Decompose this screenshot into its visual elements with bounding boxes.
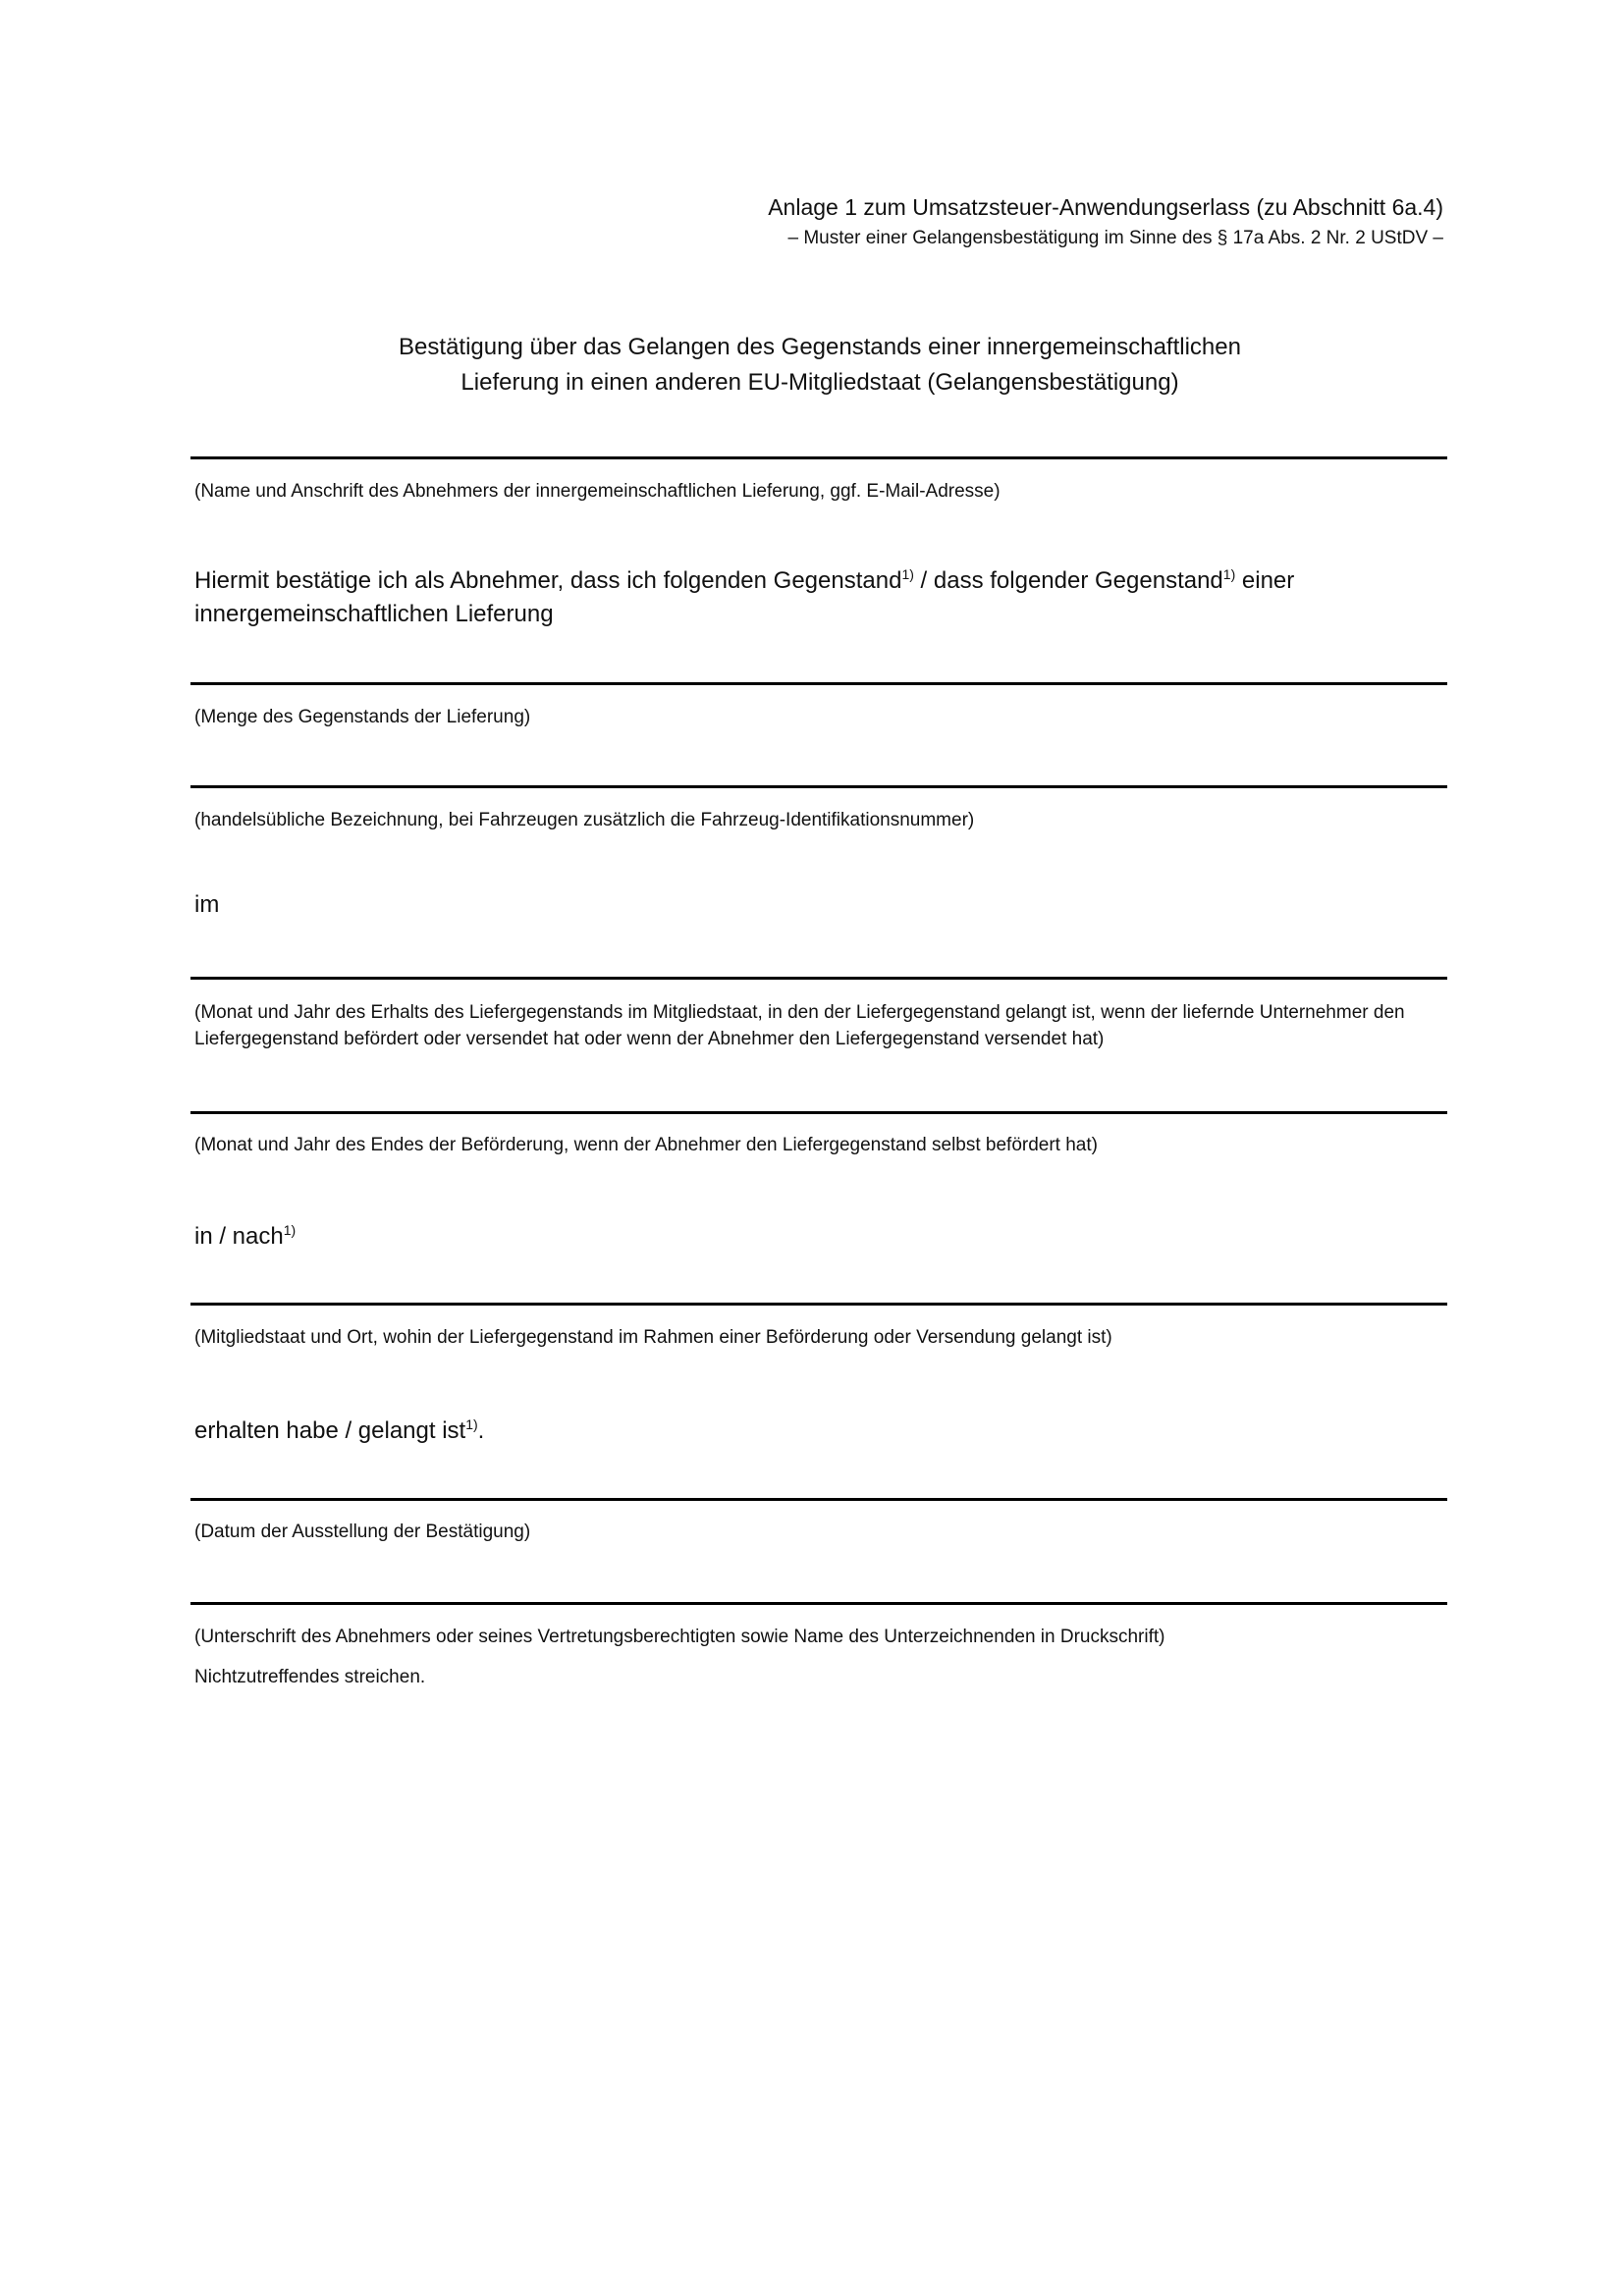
transport-end-label: (Monat und Jahr des Endes der Beförderung, wenn der Abnehmer den Liefergegenstand selbst befördert hat) — [194, 1135, 1098, 1155]
destination-label: (Mitgliedstaat und Ort, wohin der Liefergegenstand im Rahmen einer Beförderung oder Versendung gelangt ist) — [194, 1327, 1112, 1348]
confirmation-text-line2: innergemeinschaftlichen Lieferung — [194, 601, 554, 627]
field-line-transport-end[interactable] — [190, 1111, 1447, 1114]
confirmation-paragraph — [194, 558, 1443, 631]
field-line-quantity[interactable] — [190, 682, 1447, 685]
field-line-destination[interactable] — [190, 1303, 1447, 1306]
field-line-date[interactable] — [190, 1498, 1447, 1501]
recipient-label: (Name und Anschrift des Abnehmers der innergemeinschaftlichen Lieferung, ggf. E-Mail-Adresse) — [194, 481, 1001, 502]
quantity-label: (Menge des Gegenstands der Lieferung) — [194, 707, 531, 727]
description-label: (handelsübliche Bezeichnung, bei Fahrzeugen zusätzlich die Fahrzeug-Identifikationsnummer) — [194, 810, 975, 830]
erhalten-text: erhalten habe / gelangt ist$^{1)}$. — [194, 1416, 485, 1444]
in-nach-text: in / nach$^{1)}$ — [194, 1222, 297, 1250]
annex-subtitle: – Muster einer Gelangensbestätigung im Sinne des § 17a Abs. 2 Nr. 2 UStDV – — [787, 228, 1443, 248]
im-text: im — [194, 891, 220, 918]
field-line-receipt-date[interactable] — [190, 977, 1447, 980]
document-title-line2: Lieferung in einen anderen EU-Mitgliedstaat (Gelangensbestätigung) — [460, 369, 1179, 396]
footnote: Nichtzutreffendes streichen. — [194, 1667, 426, 1687]
receipt-date-label-2: Liefergegenstand befördert oder versendet hat oder wenn der Abnehmer den Liefergegenstand versendet hat) — [194, 1029, 1105, 1049]
field-line-recipient[interactable] — [190, 456, 1447, 459]
receipt-date-label-1: (Monat und Jahr des Erhalts des Liefergegenstands im Mitgliedstaat, in den der Liefergegenstand gelangt ist, wenn der liefernde Unternehmer den — [194, 1002, 1405, 1023]
field-line-description[interactable] — [190, 785, 1447, 788]
document-title-line1: Bestätigung über das Gelangen des Gegenstands einer innergemeinschaftlichen — [399, 334, 1241, 360]
signature-label: (Unterschrift des Abnehmers oder seines Vertretungsberechtigten sowie Name des Unterzeichnenden in Druckschrift) — [194, 1627, 1165, 1647]
date-label: (Datum der Ausstellung der Bestätigung) — [194, 1522, 531, 1542]
annex-heading: Anlage 1 zum Umsatzsteuer-Anwendungserlass (zu Abschnitt 6a.4) — [768, 194, 1443, 220]
confirmation-text-a: Hiermit bestätige ich als Abnehmer, dass ich folgenden Gegenstand$^{1)}$ / dass folgender Gegenstand$^{1)}$ einer — [194, 566, 1295, 594]
field-line-signature[interactable] — [190, 1602, 1447, 1605]
